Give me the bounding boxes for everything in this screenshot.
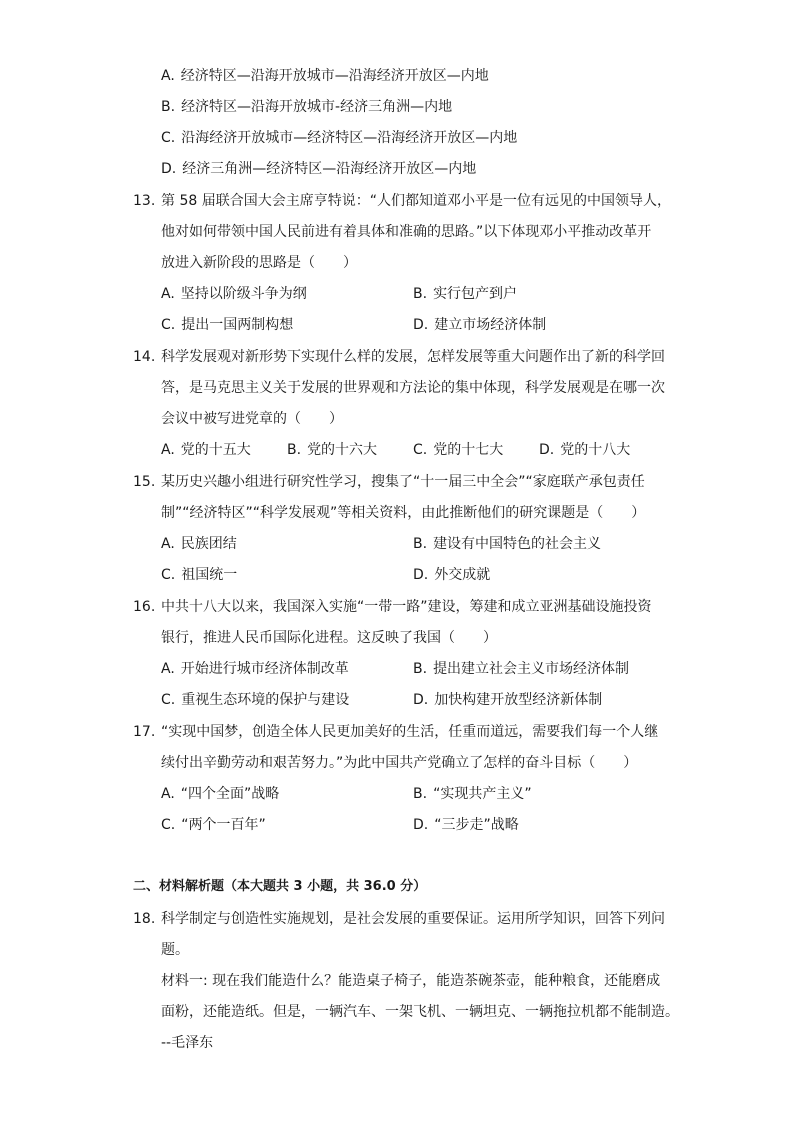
option-text: 经济三角洲—经济特区—沿海经济开放区—内地: [182, 161, 477, 177]
q13-stem-line-1: 第 58 届联合国大会主席亨特说：“人们都知道邓小平是一位有远见的中国领导人，: [161, 193, 671, 209]
q12-option-a: [161, 66, 489, 86]
q13-stem-line-2: 他对如何带领中国人民前进有着具体和准确的思路。”以下体现邓小平推动改革开: [161, 224, 652, 240]
q16-option-b: [413, 659, 629, 679]
q15-option-a: [161, 534, 237, 554]
q14-option-b: [287, 440, 377, 460]
option-letter: B.: [161, 99, 176, 115]
q17-option-b: [413, 784, 532, 804]
q18-material-line-2: 面粉，还能造纸。但是，一辆汽车、一架飞机、一辆坦克、一辆拖拉机都不能制造。: [161, 1004, 679, 1020]
q17-stem-line-2: 续付出辛勤劳动和艰苦努力。”为此中国共产党确立了怎样的奋斗目标（ ）: [161, 755, 638, 771]
q15-number: 15.: [133, 474, 156, 490]
q18-stem-line-1: 科学制定与创造性实施规划，是社会发展的重要保证。运用所学知识，回答下列问: [161, 911, 665, 927]
q17-option-d: [413, 815, 519, 835]
q18-number: 18.: [133, 911, 156, 927]
q15-option-c: [161, 565, 237, 585]
option-text: 沿海经济开放城市—经济特区—沿海经济开放区—内地: [181, 130, 518, 146]
option-text: 重视生态环境的保护与建设: [181, 692, 350, 708]
q16-option-d: [413, 690, 602, 710]
q13-option-d: [413, 315, 546, 335]
option-text: 民族团结: [180, 536, 237, 552]
option-letter: B.: [413, 786, 428, 802]
option-letter: C.: [161, 692, 176, 708]
q16-option-a: [161, 659, 349, 679]
option-text: 经济特区—沿海开放城市—沿海经济开放区—内地: [180, 68, 489, 84]
option-letter: C.: [161, 130, 176, 146]
q13-option-b: [413, 284, 517, 304]
option-text: 党的十七大: [433, 442, 504, 458]
q14-stem-line-2: 答，是马克思主义关于发展的世界观和方法论的集中体现，科学发展观是在哪一次: [161, 380, 665, 396]
q12-option-d: [161, 159, 476, 179]
q16-stem-line-2: 银行，推进人民币国际化进程。这反映了我国（ ）: [161, 630, 497, 646]
option-text: “两个一百年”: [181, 817, 266, 833]
option-letter: A.: [161, 536, 175, 552]
option-text: 坚持以阶级斗争为纲: [180, 286, 307, 302]
option-letter: B.: [413, 536, 428, 552]
option-letter: D.: [413, 567, 429, 583]
option-text: 党的十六大: [307, 442, 378, 458]
q17-stem-line-1: “实现中国梦，创造全体人民更加美好的生活，任重而道远，需要我们每一个人继: [161, 724, 659, 740]
q13-option-a: [161, 284, 307, 304]
option-letter: D.: [413, 817, 429, 833]
option-letter: A.: [161, 442, 175, 458]
q15-stem-line-2: 制”“经济特区”“科学发展观”等相关资料，由此推断他们的研究课题是（ ）: [161, 505, 646, 521]
q14-option-a: [161, 440, 251, 460]
option-letter: D.: [161, 161, 177, 177]
q12-option-b: [161, 97, 452, 117]
option-letter: A.: [161, 661, 175, 677]
option-letter: D.: [539, 442, 555, 458]
option-letter: D.: [413, 692, 429, 708]
option-letter: A.: [161, 68, 175, 84]
option-letter: C.: [161, 567, 176, 583]
q14-stem-line-3: 会议中被写进党章的（ ）: [161, 411, 343, 427]
q18-material-source: --毛泽东: [161, 1035, 214, 1051]
q14-number: 14.: [133, 349, 156, 365]
option-letter: B.: [413, 661, 428, 677]
option-text: 经济特区—沿海开放城市-经济三角洲—内地: [181, 99, 453, 115]
option-letter: B.: [287, 442, 302, 458]
q16-stem-line-1: 中共十八大以来，我国深入实施“一带一路”建设，筹建和成立亚洲基础设施投资: [161, 599, 652, 615]
option-letter: B.: [413, 286, 428, 302]
q16-option-c: [161, 690, 349, 710]
option-text: 提出一国两制构想: [181, 317, 294, 333]
q18-material-line-1: 材料一: 现在我们能造什么？能造桌子椅子，能造茶碗茶壶，能种粮食，还能磨成: [161, 973, 661, 989]
q16-number: 16.: [133, 599, 156, 615]
option-letter: A.: [161, 786, 175, 802]
q17-option-c: [161, 815, 266, 835]
q14-stem-line-1: 科学发展观对新形势下实现什么样的发展，怎样发展等重大问题作出了新的科学回: [161, 349, 665, 365]
option-text: 党的十五大: [180, 442, 251, 458]
option-text: 祖国统一: [181, 567, 238, 583]
q13-option-c: [161, 315, 293, 335]
q15-option-b: [413, 534, 601, 554]
option-letter: C.: [161, 317, 176, 333]
option-letter: D.: [413, 317, 429, 333]
option-text: 建立市场经济体制: [434, 317, 547, 333]
option-text: 提出建立社会主义市场经济体制: [433, 661, 630, 677]
q13-stem-line-3: 放进入新阶段的思路是（ ）: [161, 255, 357, 271]
q13-number: 13.: [133, 193, 156, 209]
option-text: 党的十八大: [560, 442, 631, 458]
q17-option-a: [161, 784, 279, 804]
q14-option-d: [539, 440, 630, 460]
q18-stem-line-2: 题。: [161, 942, 189, 958]
option-letter: A.: [161, 286, 175, 302]
q15-option-d: [413, 565, 490, 585]
q15-stem-line-1: 某历史兴趣小组进行研究性学习，搜集了“十一届三中全会”“家庭联产承包责任: [161, 474, 645, 490]
option-text: “实现共产主义”: [433, 786, 532, 802]
q17-number: 17.: [133, 724, 156, 740]
option-text: 开始进行城市经济体制改革: [180, 661, 349, 677]
option-text: “三步走”战略: [434, 817, 519, 833]
option-text: 实行包产到户: [433, 286, 518, 302]
option-text: “四个全面”战略: [180, 786, 280, 802]
option-letter: C.: [161, 817, 176, 833]
option-letter: C.: [413, 442, 428, 458]
option-text: 外交成就: [434, 567, 491, 583]
option-text: 建设有中国特色的社会主义: [433, 536, 602, 552]
section-2-title: 二、材料解析题（本大题共 3 小题，共 36.0 分）: [133, 879, 427, 894]
option-text: 加快构建开放型经济新体制: [434, 692, 603, 708]
q12-option-c: [161, 128, 517, 148]
q14-option-c: [413, 440, 503, 460]
